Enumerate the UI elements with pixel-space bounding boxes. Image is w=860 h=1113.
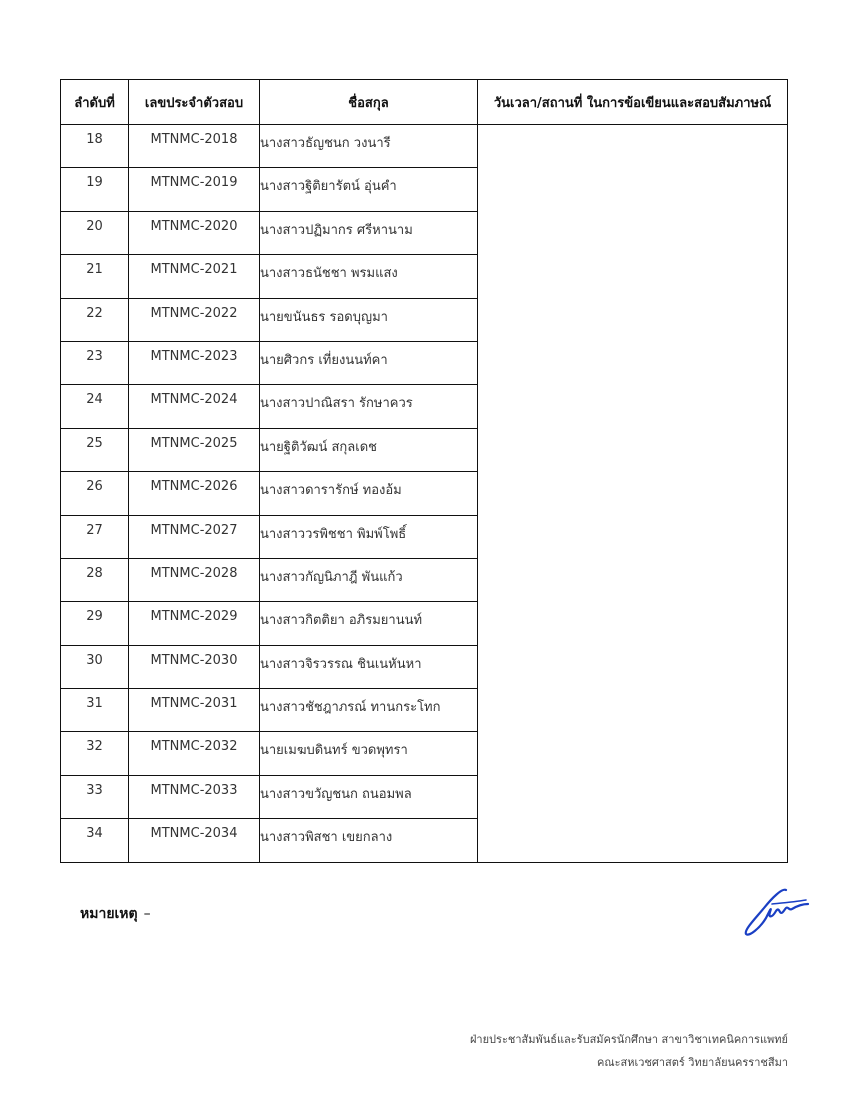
footer-line-1: ฝ่ายประชาสัมพันธ์และรับสมัครนักศึกษา สาขาวิชาเทคนิคการแพทย์ xyxy=(469,1033,788,1046)
cell-name: นางสาวดารารักษ์ ทองอ้ม xyxy=(260,472,478,515)
cell-exam-id: MTNMC-2022 xyxy=(129,298,260,341)
cell-name: นางสาวฐิติยารัตน์ อุ่นคำ xyxy=(260,168,478,211)
header-no: ลำดับที่ xyxy=(61,80,129,125)
cell-no: 19 xyxy=(61,168,129,211)
cell-no: 30 xyxy=(61,645,129,688)
candidate-table xyxy=(60,79,788,863)
cell-name: นางสาวปาณิสรา รักษาควร xyxy=(260,385,478,428)
cell-no: 34 xyxy=(61,819,129,862)
cell-exam-id: MTNMC-2033 xyxy=(129,775,260,818)
cell-name: นายฐิติวัฒน์ สกุลเดช xyxy=(260,428,478,471)
table-body xyxy=(61,125,788,863)
cell-name: นางสาวปฏิมากร ศรีหานาม xyxy=(260,211,478,254)
header-name: ชื่อสกุล xyxy=(260,80,478,125)
cell-exam-id: MTNMC-2019 xyxy=(129,168,260,211)
cell-exam-id: MTNMC-2029 xyxy=(129,602,260,645)
cell-schedule xyxy=(478,125,788,863)
cell-exam-id: MTNMC-2030 xyxy=(129,645,260,688)
cell-exam-id: MTNMC-2025 xyxy=(129,428,260,471)
cell-exam-id: MTNMC-2021 xyxy=(129,255,260,298)
cell-no: 20 xyxy=(61,211,129,254)
cell-name: นางสาวธัญชนก วงนารี xyxy=(260,125,478,168)
cell-exam-id: MTNMC-2023 xyxy=(129,341,260,384)
cell-exam-id: MTNMC-2034 xyxy=(129,819,260,862)
cell-exam-id: MTNMC-2024 xyxy=(129,385,260,428)
cell-no: 25 xyxy=(61,428,129,471)
cell-exam-id: MTNMC-2027 xyxy=(129,515,260,558)
cell-exam-id: MTNMC-2032 xyxy=(129,732,260,775)
table-row xyxy=(61,125,788,168)
table-header-row xyxy=(61,80,788,125)
cell-no: 28 xyxy=(61,558,129,601)
cell-name: นายขนันธร รอดบุญมา xyxy=(260,298,478,341)
cell-no: 27 xyxy=(61,515,129,558)
cell-no: 18 xyxy=(61,125,129,168)
cell-no: 22 xyxy=(61,298,129,341)
cell-name: นางสาวจิรวรรณ ชินเนหันหา xyxy=(260,645,478,688)
cell-no: 29 xyxy=(61,602,129,645)
cell-name: นางสาวชัชฎาภรณ์ ทานกระโทก xyxy=(260,689,478,732)
cell-no: 21 xyxy=(61,255,129,298)
cell-exam-id: MTNMC-2018 xyxy=(129,125,260,168)
cell-no: 33 xyxy=(61,775,129,818)
signature-image xyxy=(742,884,810,938)
header-exam-id: เลขประจำตัวสอบ xyxy=(129,80,260,125)
cell-no: 31 xyxy=(61,689,129,732)
remark-dash: – xyxy=(143,906,151,922)
cell-name: นางสาววรพิชชา พิมพ์โพธิ์ xyxy=(260,515,478,558)
remark xyxy=(80,903,151,925)
header-schedule: วันเวลา/สถานที่ ในการข้อเขียนและสอบสัมภาษณ์ xyxy=(478,80,788,125)
cell-name: นางสาวกิตติยา อภิรมยานนท์ xyxy=(260,602,478,645)
cell-name: นางสาวธนัชชา พรมแสง xyxy=(260,255,478,298)
cell-exam-id: MTNMC-2031 xyxy=(129,689,260,732)
cell-name: นางสาวกัญนิภาฎี พันแก้ว xyxy=(260,558,478,601)
cell-no: 23 xyxy=(61,341,129,384)
cell-name: นางสาวขวัญชนก ถนอมพล xyxy=(260,775,478,818)
footer-block xyxy=(470,1028,788,1074)
cell-name: นายเมฆบดินทร์ ขวดพุทรา xyxy=(260,732,478,775)
cell-name: นางสาวพิสชา เขยกลาง xyxy=(260,819,478,862)
cell-name: นายศิวกร เที่ยงนนท์คา xyxy=(260,341,478,384)
cell-exam-id: MTNMC-2026 xyxy=(129,472,260,515)
cell-no: 32 xyxy=(61,732,129,775)
cell-no: 26 xyxy=(61,472,129,515)
cell-exam-id: MTNMC-2020 xyxy=(129,211,260,254)
remark-label: หมายเหตุ xyxy=(80,906,138,922)
cell-no: 24 xyxy=(61,385,129,428)
footer-line-2: คณะสหเวชศาสตร์ วิทยาลัยนครราชสีมา xyxy=(597,1056,788,1069)
cell-exam-id: MTNMC-2028 xyxy=(129,558,260,601)
